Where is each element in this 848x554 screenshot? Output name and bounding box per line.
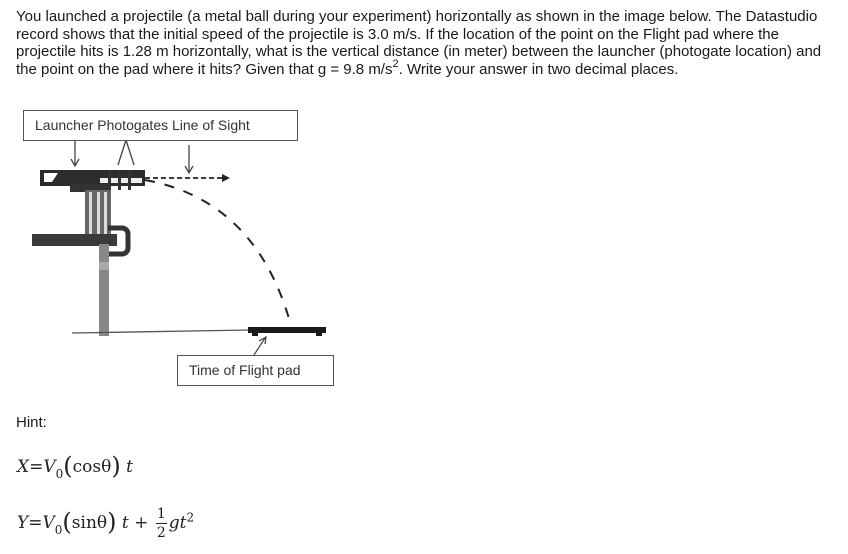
fraction-half: $\frac{1}{2}$ xyxy=(156,506,166,541)
pad-label: Time of Flight pad xyxy=(177,355,334,386)
hint-label: Hint: xyxy=(16,414,47,431)
question-exponent: 2 xyxy=(392,57,399,70)
label-pointer-arrows xyxy=(71,140,193,173)
floor-line xyxy=(72,330,250,333)
question-end: . Write your answer in two decimal places. xyxy=(398,60,679,78)
pad-pointer-arrow xyxy=(254,337,266,355)
line-of-sight xyxy=(145,174,230,182)
equation-x: $X=V_0(\cos\theta)$ t xyxy=(17,452,133,482)
launcher-label: Launcher Photogates Line of Sight xyxy=(23,110,298,141)
launcher xyxy=(32,170,145,336)
question-text xyxy=(16,8,838,78)
flight-pad xyxy=(248,327,326,336)
question-main: You launched a projectile (a metal ball during your experiment) horizontally as shown in the image below. The Datastudio record shows that the initial speed of the projectile is 3.0 m/s. If the location of the point on the Flight pad where the projectile hits is 1.28 m horizontally, what is the vertical distance (in meter) between the launcher (photogate location) and the point on the pad where it hits? Given that g = 9.8 m/s xyxy=(16,8,822,78)
equation-y: $Y=V_0(\sin\theta) t$ + $\frac{1}{2}$ $gt^2$ xyxy=(17,506,195,541)
trajectory-path xyxy=(145,180,290,322)
